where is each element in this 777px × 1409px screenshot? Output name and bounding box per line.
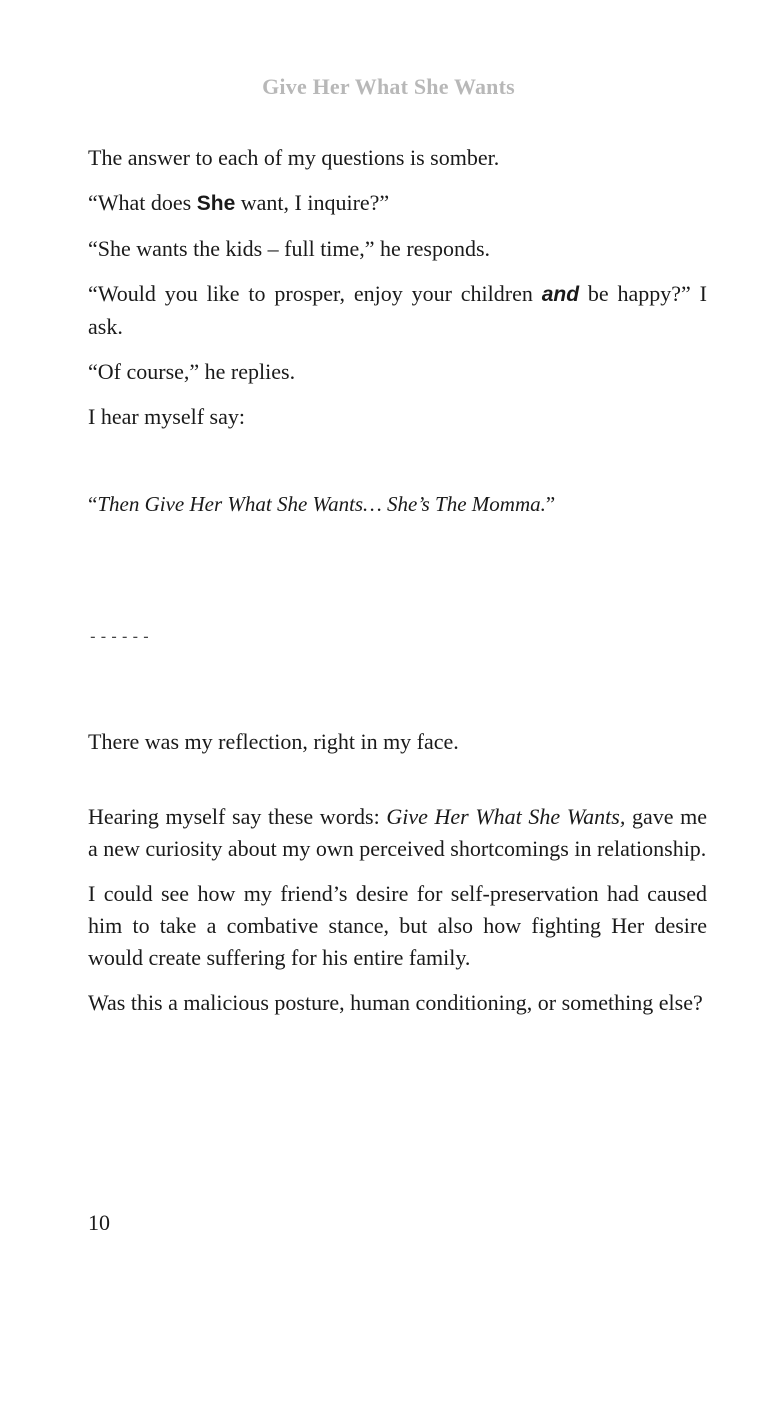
spacer — [88, 771, 707, 801]
paragraph-2-text-start: “What does — [88, 190, 197, 215]
paragraph-4-text-end: be happy?” I ask. — [88, 281, 707, 339]
section-divider: ------ — [88, 627, 152, 646]
paragraph-10: Was this a malicious posture, human conditioning, or something else? — [88, 990, 703, 1015]
paragraph-4 — [88, 278, 707, 343]
pull-quote-text: Then Give Her What She Wants… She’s The Momma. — [97, 492, 546, 516]
paragraph-8-text-start: Hearing myself say these words: — [88, 804, 387, 829]
paragraph-7: There was my reflection, right in my face. — [88, 729, 459, 754]
pull-quote — [88, 488, 707, 520]
pull-quote-open-mark: “ — [88, 492, 98, 516]
paragraph-9: I could see how my friend’s desire for self-preservation had caused him to take a combative stance, but also how fighting Her desire would create suffering for his entire family. — [88, 881, 707, 970]
running-header-title: Give Her What She Wants — [262, 74, 515, 99]
paragraph-6: I hear myself say: — [88, 404, 245, 429]
page-number: 10 — [88, 1210, 110, 1235]
paragraph-2-text-end: want, I inquire?” — [235, 190, 390, 215]
spacer — [88, 446, 707, 488]
paragraph-8-emphasis: Give Her What She Wants, — [386, 804, 626, 829]
pull-quote-close-mark: ” — [545, 492, 556, 516]
paragraph-2 — [88, 187, 707, 220]
paragraph-1: The answer to each of my questions is somber. — [88, 145, 500, 170]
paragraph-4-text-start: “Would you like to prosper, enjoy your children — [88, 281, 542, 306]
paragraph-8-text-end: gave me a new curiosity about my own perceived shortcomings in relationship. — [88, 804, 708, 861]
paragraph-8 — [88, 801, 707, 865]
paragraph-4-emphasis: and — [541, 283, 580, 306]
spacer — [88, 666, 707, 726]
spacer — [88, 533, 707, 621]
page-body — [88, 142, 707, 1032]
paragraph-5: “Of course,” he replies. — [88, 359, 296, 384]
paragraph-3: “She wants the kids – full time,” he responds. — [88, 236, 491, 261]
paragraph-2-emphasis: She — [196, 192, 236, 215]
